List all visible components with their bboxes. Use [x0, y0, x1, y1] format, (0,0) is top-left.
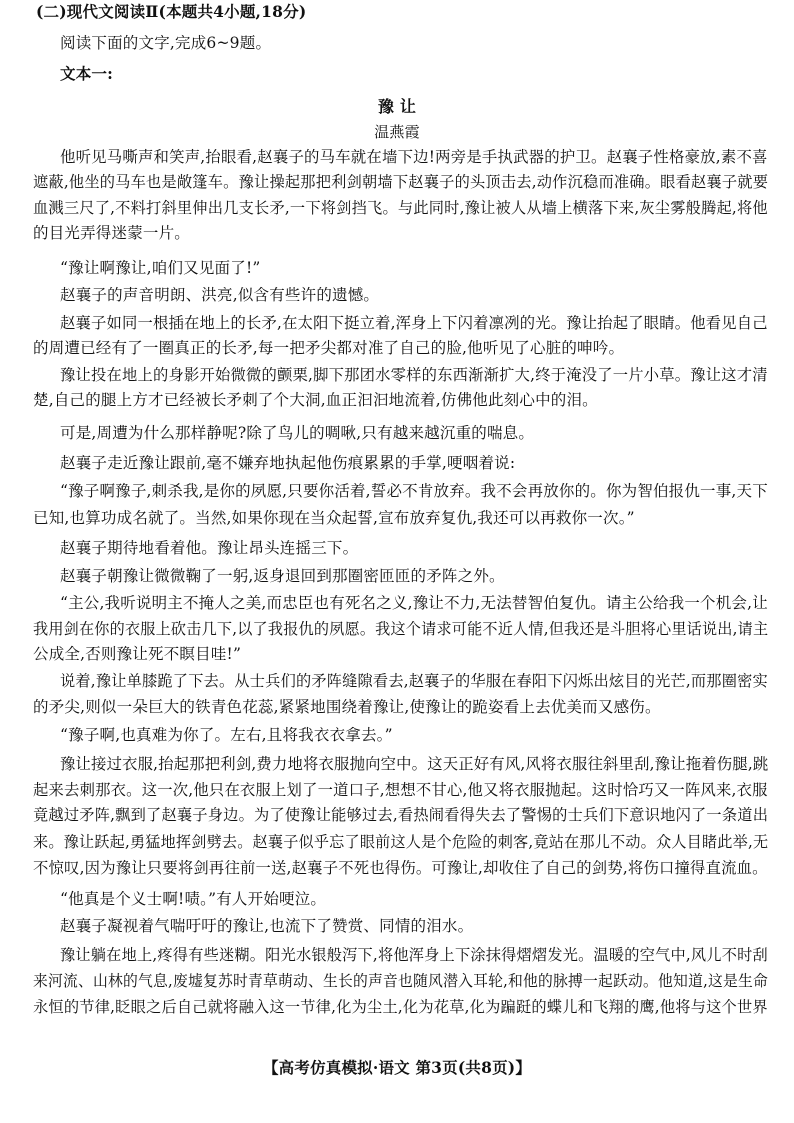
reading-instruction: 阅读下面的文字,完成6~9题。 [60, 34, 272, 52]
article-author: 温燕霞 [374, 123, 420, 141]
article-line: 永恒的节律,眨眼之后自己就将融入这一节律,化为尘土,化为花草,化为蹁跹的蝶儿和飞翔的鹰,他将与这个世界 [33, 998, 768, 1016]
article-title: 豫 让 [377, 97, 417, 116]
article-line: 赵襄子凝视着气喘吁吁的豫让,也流下了赞赏、同情的泪水。 [60, 917, 474, 935]
article-line: 已知,也算功成名就了。当然,如果你现在当众起誓,宣布放弃复仇,我还可以再救你一次。” [33, 509, 635, 527]
article-line: 说着,豫让单膝跪了下去。从士兵们的矛阵缝隙看去,赵襄子的华服在春阳下闪烁出炫目的光芒,而那圈密实 [60, 672, 768, 690]
article-line: 楚,自己的腿上方才已经被长矛刺了个大洞,血正汩汩地流着,仿佛他此刻心中的泪。 [33, 391, 598, 409]
page-footer: 【高考仿真模拟·语文 第3页(共8页)】 [262, 1058, 532, 1077]
article-line: 来。豫让跃起,勇猛地挥剑劈去。赵襄子似乎忘了眼前这人是个危险的刺客,竟站在那儿不动。众人目睹此举,无 [33, 833, 769, 851]
article-line: 豫让接过衣服,抬起那把利剑,费力地将衣服抛向空中。这天正好有风,风将衣服往斜里刮,豫让拖着伤腿,跳 [60, 755, 769, 773]
article-line: 公成全,否则豫让死不瞑目哇!” [33, 645, 242, 663]
article-line: “豫子啊,也真难为你了。左右,且将我衣衣拿去。” [60, 726, 393, 744]
article-line: 赵襄子的声音明朗、洪亮,似含有些许的遗憾。 [60, 286, 380, 304]
article-line: 赵襄子期待地看着他。豫让昂头连摇三下。 [60, 539, 359, 557]
article-line: 我用剑在你的衣服上砍击几下,以了我报仇的夙愿。我这个请求可能不近人情,但我还是斗胆将心里话说出,请主 [33, 620, 769, 638]
article-line: “主公,我听说明主不掩人之美,而忠臣也有死名之义,豫让不力,无法替智伯复仇。请主公给我一个机会,让 [60, 594, 768, 612]
article-line: 赵襄子走近豫让跟前,毫不嫌弃地执起他伤痕累累的手掌,哽咽着说: [60, 454, 516, 472]
article-line: 的周遭已经有了一圈真正的长矛,每一把矛尖都对准了自己的脸,他听见了心脏的呻吟。 [33, 339, 625, 357]
article-line: “豫让啊豫让,咱们又见面了!” [60, 259, 261, 277]
article-line: 赵襄子如同一根插在地上的长矛,在太阳下挺立着,浑身上下闪着凛冽的光。豫让抬起了眼睛。他看见自己 [60, 314, 768, 332]
section-heading: (二)现代文阅读Ⅱ(本题共4小题,18分) [36, 2, 307, 21]
text-label: 文本一: [60, 64, 114, 83]
article-line: 来河流、山林的气息,废墟复苏时青草萌动、生长的声音也随风潜入耳轮,和他的脉搏一起跃动。他知道,这是生命 [33, 972, 769, 990]
article-line: 遮蔽,他坐的马车也是敞篷车。豫让操起那把利剑朝墙下赵襄子的头顶击去,动作沉稳而准确。眼看赵襄子就要 [33, 173, 769, 191]
article-line: 赵襄子朝豫让微微鞠了一躬,返身退回到那圈密匝匝的矛阵之外。 [60, 567, 505, 585]
article-line: 豫让躺在地上,疼得有些迷糊。阳光水银般泻下,将他浑身上下涂抹得熠熠发光。温暖的空气中,风儿不时刮 [60, 946, 768, 964]
article-line: “豫子啊豫子,刺杀我,是你的夙愿,只要你活着,誓必不肯放弃。我不会再放你的。你为智伯报仇一事,天下 [60, 482, 768, 500]
article-line: 不惊叹,因为豫让只要将剑再往前一送,赵襄子不死也得伤。可豫让,却收住了自己的剑势,将伤口撞得直流血。 [33, 859, 768, 877]
article-line: 起来去刺那衣。这一次,他只在衣服上划了一道口子,想想不甘心,他又将衣服抛起。这时恰巧又一阵风来,衣服 [33, 781, 768, 799]
article-line: 可是,周遭为什么那样静呢?除了鸟儿的啁啾,只有越来越沉重的喘息。 [60, 424, 535, 442]
article-line: 竟越过矛阵,飘到了赵襄子身边。为了使豫让能够过去,看热闹看得失去了警惕的士兵们下意识地闪了一条道出 [33, 806, 769, 824]
article-line: 的矛尖,则似一朵巨大的铁青色花蕊,紧紧地围绕着豫让,使豫让的跪姿看上去优美而又感伤。 [33, 698, 661, 716]
article-line: 他听见马嘶声和笑声,抬眼看,赵襄子的马车就在墙下边!两旁是手执武器的护卫。赵襄子性格豪放,素不喜 [60, 148, 768, 166]
article-line: 豫让投在地上的身影开始微微的颤栗,脚下那团水零样的东西渐渐扩大,终于淹没了一片小草。豫让这才清 [60, 366, 768, 384]
article-line: 的目光弄得迷蒙一片。 [33, 224, 191, 242]
article-line: 血溅三尺了,不料打斜里伸出几支长矛,一下将剑挡飞。与此同时,豫让被人从墙上横落下来,灰尘雾般腾起,将他 [33, 199, 768, 217]
article-line: “他真是个义士啊!啧。”有人开始哽泣。 [60, 890, 327, 908]
